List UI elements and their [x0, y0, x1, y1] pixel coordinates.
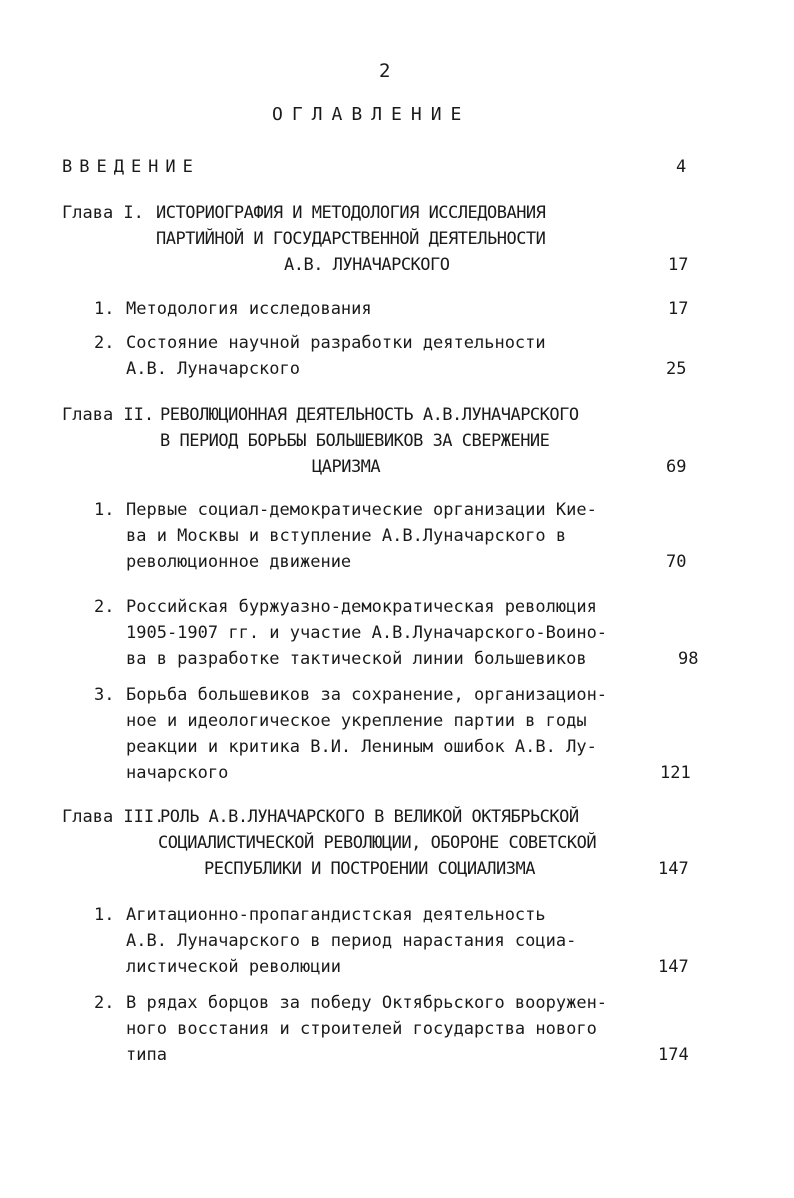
section-number: 2. — [94, 993, 115, 1013]
chapter-3-page: 147 — [658, 859, 689, 879]
section-line: начарского — [126, 763, 229, 783]
section-line: В рядах борцов за победу Октябрьского вооружен- — [126, 993, 608, 1013]
chapter-1-page: 17 — [668, 255, 689, 275]
section-page: 147 — [658, 957, 689, 977]
section-line: Состояние научной разработки деятельности — [126, 333, 546, 353]
chapter-2-title-line: В ПЕРИОД БОРЬБЫ БОЛЬШЕВИКОВ ЗА СВЕРЖЕНИЕ — [160, 431, 550, 451]
section-number: 2. — [94, 597, 115, 617]
section-line: типа — [126, 1045, 167, 1065]
section-line: Первые социал-демократические организации Кие- — [126, 500, 597, 520]
chapter-1-label: Глава I. — [62, 203, 144, 223]
section-page: 121 — [660, 763, 691, 783]
section-line: революционное движение — [126, 552, 352, 572]
section-line: листической революции — [126, 957, 341, 977]
toc-heading: ОГЛАВЛЕНИЕ — [272, 104, 471, 125]
section-number: 2. — [94, 333, 115, 353]
intro-label: ВВЕДЕНИЕ — [62, 157, 200, 177]
section-page: 70 — [666, 552, 687, 572]
section-number: 3. — [94, 685, 115, 705]
section-line: А.В. Луначарского в период нарастания социа- — [126, 931, 577, 951]
section-line: 1905-1907 гг. и участие А.В.Луначарского-Воино- — [126, 623, 608, 643]
section-page: 98 — [678, 649, 699, 669]
section-line: Российская буржуазно-демократическая революция — [126, 597, 597, 617]
section-page: 17 — [668, 299, 689, 319]
chapter-3-title-line: РОЛЬ А.В.ЛУНАЧАРСКОГО В ВЕЛИКОЙ ОКТЯБРЬСКОЙ — [160, 807, 579, 827]
section-line: Борьба большевиков за сохранение, организацион- — [126, 685, 608, 705]
chapter-2-label: Глава II. — [62, 405, 155, 425]
chapter-2-title-line: ЦАРИЗМА — [312, 457, 381, 477]
chapter-2-page: 69 — [666, 457, 687, 477]
section-line: А.В. Луначарского — [126, 359, 300, 379]
section-line: Методология исследования — [126, 299, 372, 319]
section-page: 174 — [658, 1045, 689, 1065]
section-line: ва и Москвы и вступление А.В.Луначарского в — [126, 526, 567, 546]
section-page: 25 — [666, 359, 687, 379]
section-line: ва в разработке тактической линии большевиков — [126, 649, 587, 669]
section-line: ное и идеологическое укрепление партии в годы — [126, 711, 587, 731]
section-number: 1. — [94, 905, 115, 925]
chapter-3-title-line: РЕСПУБЛИКИ И ПОСТРОЕНИИ СОЦИАЛИЗМА — [204, 859, 535, 879]
section-number: 1. — [94, 299, 115, 319]
intro-page: 4 — [676, 157, 687, 177]
page-number: 2 — [379, 60, 391, 82]
section-line: реакции и критика В.И. Лениным ошибок А.В. Лу- — [126, 737, 597, 757]
section-line: Агитационно-пропагандистская деятельность — [126, 905, 546, 925]
chapter-3-title-line: СОЦИАЛИСТИЧЕСКОЙ РЕВОЛЮЦИИ, ОБОРОНЕ СОВЕТСКОЙ — [158, 833, 597, 853]
chapter-3-label: Глава III. — [62, 807, 165, 827]
chapter-1-title-line: ПАРТИЙНОЙ И ГОСУДАРСТВЕННОЙ ДЕЯТЕЛЬНОСТИ — [156, 229, 546, 249]
chapter-2-title-line: РЕВОЛЮЦИОННАЯ ДЕЯТЕЛЬНОСТЬ А.В.ЛУНАЧАРСКОГО — [160, 405, 579, 425]
chapter-1-title-line: А.В. ЛУНАЧАРСКОГО — [284, 255, 450, 275]
section-line: ного восстания и строителей государства нового — [126, 1019, 597, 1039]
chapter-1-title-line: ИСТОРИОГРАФИЯ И МЕТОДОЛОГИЯ ИССЛЕДОВАНИЯ — [156, 203, 546, 223]
section-number: 1. — [94, 500, 115, 520]
